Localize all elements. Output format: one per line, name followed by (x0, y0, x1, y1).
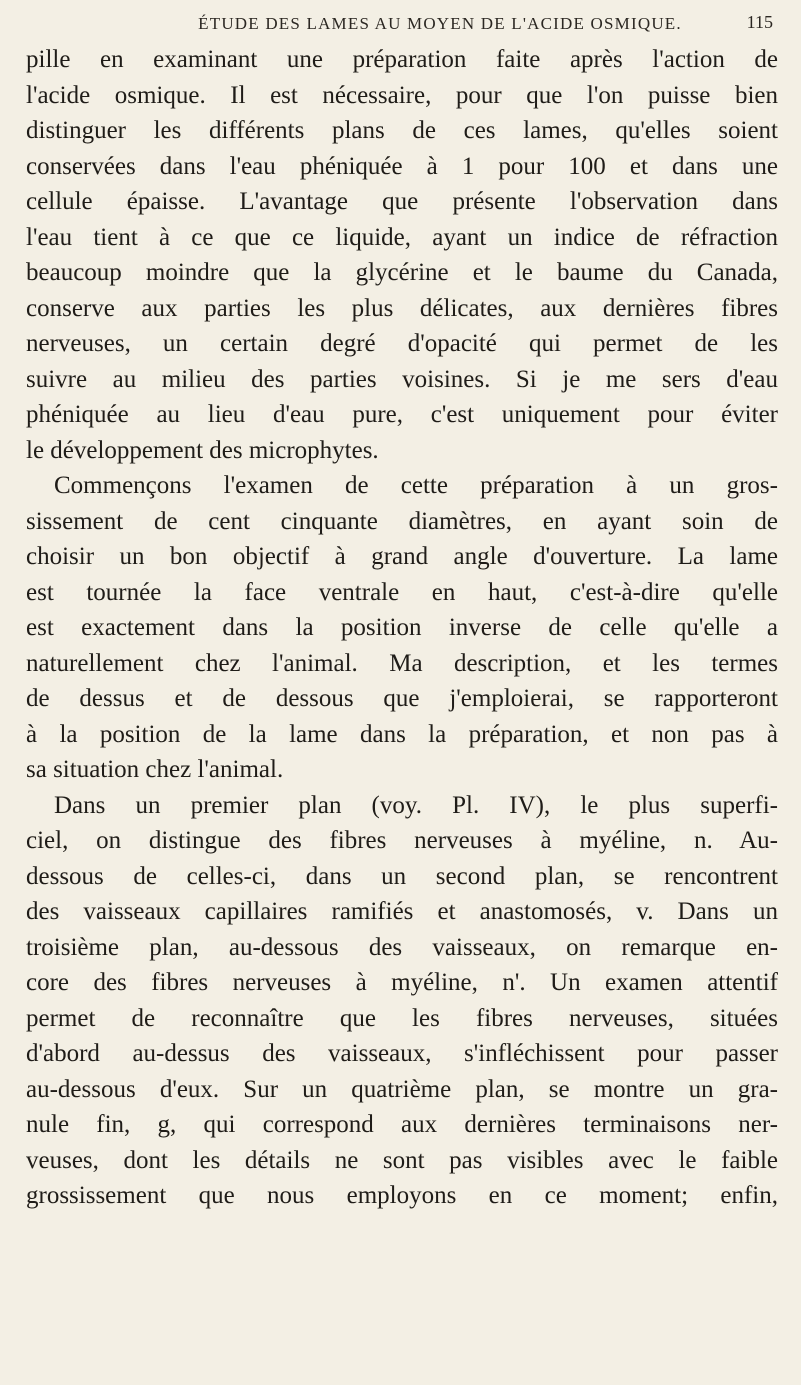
text-line: troisième plan, au-dessous des vaisseaux, on remarque en- (26, 933, 778, 961)
text-line: choisir un bon objectif à grand angle d'ouverture. La lame (26, 543, 778, 570)
text-line: conserve aux parties les plus délicates, aux dernières fibres (26, 294, 778, 322)
text-line: beaucoup moindre que la glycérine et le baume du Canada, (26, 259, 778, 286)
text-line: naturellement chez l'animal. Ma description, et les termes (26, 649, 778, 677)
text-line: de dessus et de dessous que j'emploierai, se rapporteront (26, 685, 778, 712)
text-line: permet de reconnaître que les fibres nerveuses, situées (26, 1004, 778, 1032)
text-line: est tournée la face ventrale en haut, c'est-à-dire qu'elle (26, 578, 778, 606)
paragraph (26, 788, 778, 1214)
text-line: suivre au milieu des parties voisines. Si je me sers d'eau (26, 365, 778, 393)
text-line: sa situation chez l'animal. (26, 756, 284, 783)
text-line: le développement des microphytes. (26, 436, 379, 464)
text-line: grossissement que nous employons en ce moment; enfin, (26, 1182, 778, 1209)
text-line: ciel, on distingue des fibres nerveuses à myéline, n. Au- (26, 827, 778, 854)
paragraph (26, 468, 778, 788)
text-line: l'acide osmique. Il est nécessaire, pour que l'on puisse bien (26, 81, 778, 109)
text-line: des vaisseaux capillaires ramifiés et anastomosés, v. Dans un (26, 898, 778, 925)
text-line: d'abord au-dessus des vaisseaux, s'infléchissent pour passer (26, 1040, 778, 1067)
text-line: cellule épaisse. L'avantage que présente l'observation dans (26, 188, 778, 215)
text-line: nule fin, g, qui correspond aux dernières terminaisons ner- (26, 1111, 778, 1138)
text-line: l'eau tient à ce que ce liquide, ayant un indice de réfraction (26, 223, 778, 251)
text-line: distinguer les différents plans de ces lames, qu'elles soient (26, 117, 778, 144)
text-line: est exactement dans la position inverse de celle qu'elle a (26, 614, 778, 641)
text-line: core des fibres nerveuses à myéline, n'. Un examen attentif (26, 969, 778, 996)
text-line: veuses, dont les détails ne sont pas visibles avec le faible (26, 1146, 778, 1174)
text-line: pille en examinant une préparation faite après l'action de (26, 46, 778, 73)
paragraph (26, 42, 778, 468)
text-line: au-dessous d'eux. Sur un quatrième plan, se montre un gra- (26, 1075, 778, 1103)
text-line: dessous de celles-ci, dans un second plan, se rencontrent (26, 862, 778, 890)
text-line: sissement de cent cinquante diamètres, en ayant soin de (26, 507, 778, 535)
text-line: à la position de la lame dans la préparation, et non pas à (26, 720, 778, 748)
text-line: Dans un premier plan (voy. Pl. IV), le plus superfi- (54, 791, 778, 819)
text-line: phéniquée au lieu d'eau pure, c'est uniquement pour éviter (26, 401, 778, 428)
text-line: conservées dans l'eau phéniquée à 1 pour 100 et dans une (26, 152, 778, 180)
page-number: 115 (746, 12, 773, 32)
text-line: Commençons l'examen de cette préparation à un gros- (54, 472, 778, 499)
running-title: ÉTUDE DES LAMES AU MOYEN DE L'ACIDE OSMIQUE. (198, 14, 682, 33)
body-text (26, 42, 778, 1214)
text-line: nerveuses, un certain degré d'opacité qui permet de les (26, 330, 778, 357)
